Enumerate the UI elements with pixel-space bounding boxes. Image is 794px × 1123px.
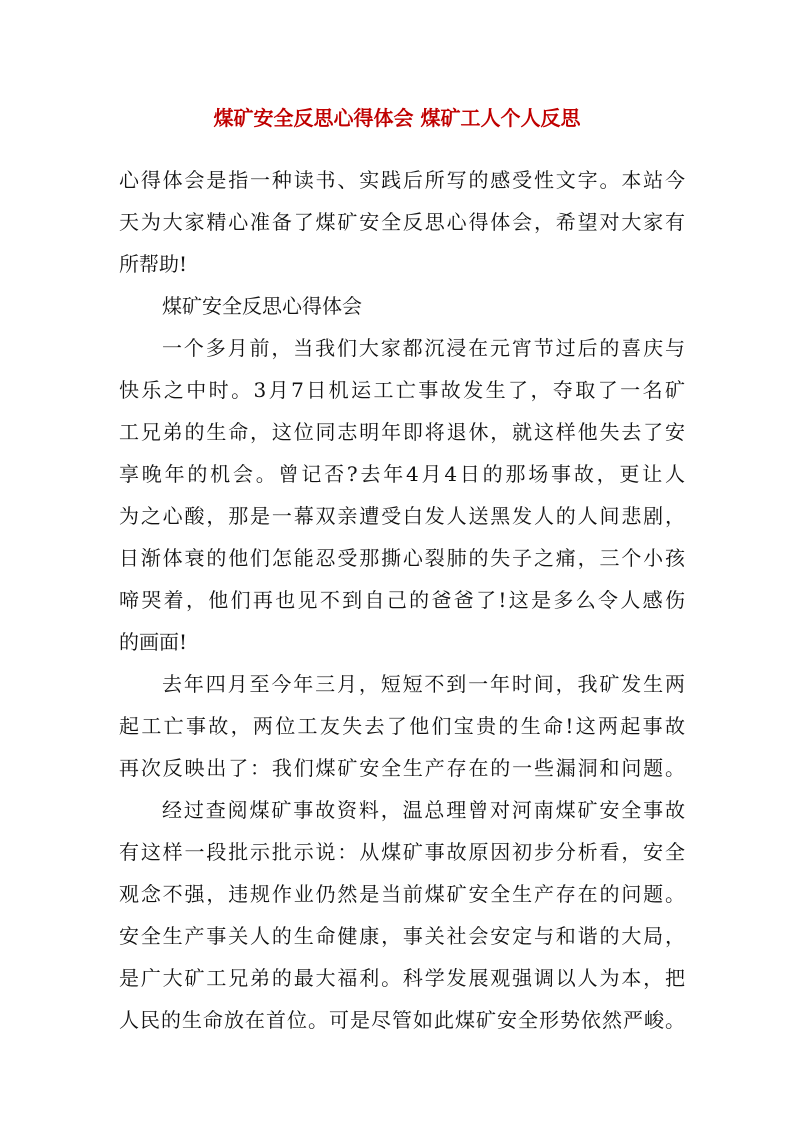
text-line: 经过查阅煤矿事故资料，温总理曾对河南煤矿安全事故 [162, 798, 685, 822]
text-line: 去年四月至今年三月，短短不到一年时间，我矿发生两 [162, 672, 685, 696]
text-line: 观念不强，违规作业仍然是当前煤矿安全生产存在的问题。 [119, 882, 685, 906]
text-line: 安全生产事关人的生命健康，事关社会安定与和谐的大局， [119, 924, 685, 948]
text-line: 人民的生命放在首位。可是尽管如此煤矿安全形势依然严峻。 [119, 1008, 685, 1032]
text-line: 一个多月前，当我们大家都沉浸在元宵节过后的喜庆与 [162, 336, 685, 360]
text-line: 为之心酸，那是一幕双亲遭受白发人送黑发人的人间悲剧， [119, 504, 685, 528]
text-line: 快乐之中时。3月7日机运工亡事故发生了，夺取了一名矿 [119, 378, 685, 402]
text-line: 啼哭着，他们再也见不到自己的爸爸了!这是多么令人感伤 [119, 588, 685, 612]
text-line: 再次反映出了：我们煤矿安全生产存在的一些漏洞和问题。 [119, 756, 685, 780]
text-line: 是广大矿工兄弟的最大福利。科学发展观强调以人为本，把 [119, 966, 685, 990]
section-heading: 煤矿安全反思心得体会 [162, 294, 362, 318]
document-title: 煤矿安全反思心得体会 煤矿工人个人反思 [213, 106, 581, 130]
text-line: 日渐体衰的他们怎能忍受那撕心裂肺的失子之痛，三个小孩 [119, 546, 685, 570]
text-line: 的画面! [119, 630, 188, 654]
text-line: 享晚年的机会。曾记否?去年4月4日的那场事故，更让人 [119, 462, 685, 486]
text-line: 起工亡事故，两位工友失去了他们宝贵的生命!这两起事故 [119, 714, 685, 738]
text-line: 有这样一段批示批示说：从煤矿事故原因初步分析看，安全 [119, 840, 685, 864]
text-line: 工兄弟的生命，这位同志明年即将退休，就这样他失去了安 [119, 420, 685, 444]
text-line: 天为大家精心准备了煤矿安全反思心得体会，希望对大家有 [119, 210, 685, 234]
text-line: 心得体会是指一种读书、实践后所写的感受性文字。本站今 [119, 168, 685, 192]
text-line: 所帮助! [119, 252, 188, 276]
